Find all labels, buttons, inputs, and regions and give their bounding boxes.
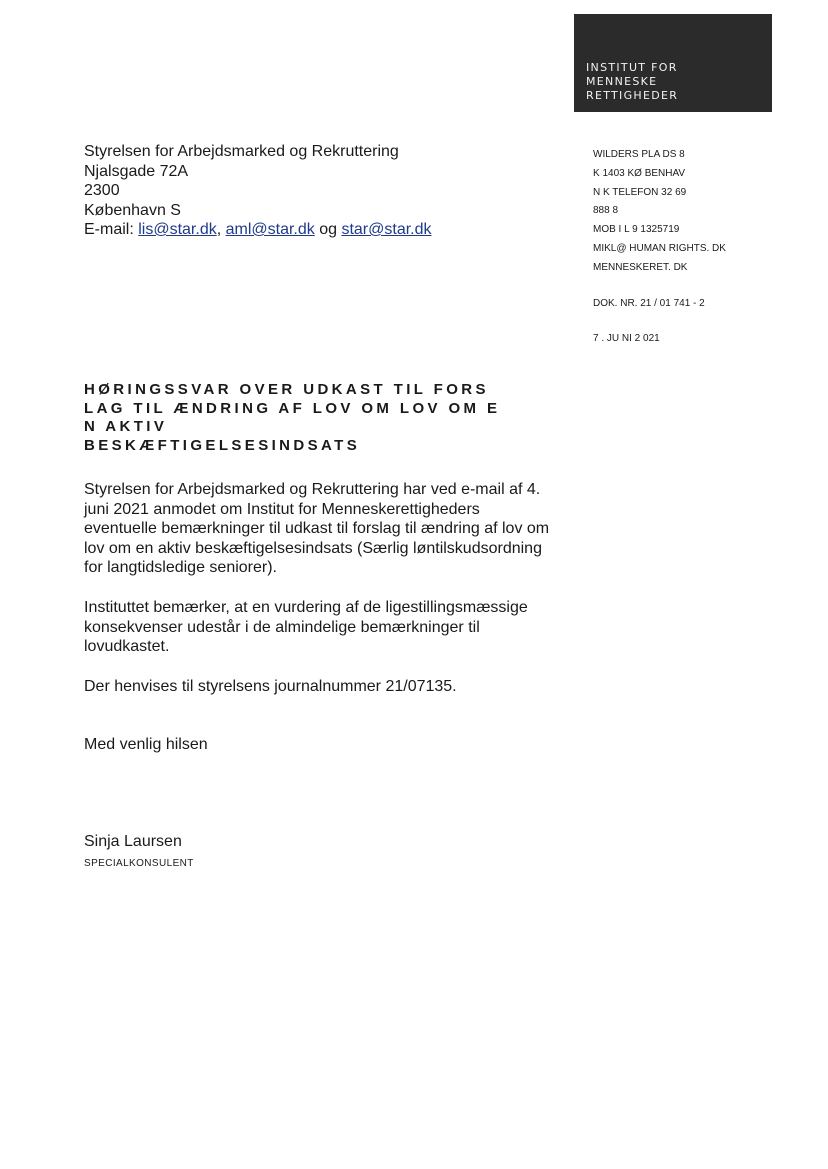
body-line: Instituttet bemærker, at en vurdering af de ligestillingsmæssige bbox=[84, 599, 528, 616]
logo-line: RETTIGHEDER bbox=[586, 89, 679, 102]
sender-address-line: K 1403 KØ BENHAV bbox=[593, 167, 686, 179]
recipient-postcode: 2300 bbox=[84, 182, 120, 199]
sender-address-line: WILDERS PLA DS 8 bbox=[593, 149, 685, 160]
signature-title: SPECIALKONSULENT bbox=[84, 858, 194, 869]
document-date: 7 . JU NI 2 021 bbox=[593, 333, 660, 345]
body-line: Der henvises til styrelsens journalnummer 21/07135. bbox=[84, 678, 457, 695]
closing-greeting bbox=[84, 735, 584, 755]
heading-line: HØRINGSSVAR OVER UDKAST TIL FORS bbox=[84, 381, 489, 398]
heading-line: LAG TIL ÆNDRING AF LOV OM LOV OM E bbox=[84, 399, 501, 417]
institute-logo bbox=[574, 14, 772, 112]
body-line: lov om en aktiv beskæftigelsesindsats (Særlig løntilskudsordning bbox=[84, 539, 542, 557]
body-paragraph-2 bbox=[84, 598, 584, 657]
sender-address-line: MENNESKERET. DK bbox=[593, 261, 688, 273]
signature-name: Sinja Laursen bbox=[84, 833, 182, 850]
heading-line: N AKTIV bbox=[84, 418, 168, 435]
body-line: lovudkastet. bbox=[84, 638, 170, 655]
logo-text bbox=[586, 61, 678, 103]
recipient-address bbox=[84, 142, 432, 240]
email-link-star[interactable]: star@star.dk bbox=[341, 221, 432, 238]
email-link-lis[interactable]: lis@star.dk bbox=[138, 221, 217, 238]
sender-address-line: MOB I L 9 1325719 bbox=[593, 224, 680, 236]
sender-address-line: MIKL@ HUMAN RIGHTS. DK bbox=[593, 242, 726, 254]
body-paragraph-3 bbox=[84, 677, 584, 697]
email-separator: og bbox=[314, 221, 342, 238]
body-line: Med venlig hilsen bbox=[84, 736, 208, 753]
letter-heading bbox=[84, 381, 500, 455]
email-separator: , bbox=[216, 221, 226, 238]
recipient-name: Styrelsen for Arbejdsmarked og Rekruttering bbox=[84, 143, 399, 160]
heading-line: BESKÆFTIGELSESINDSATS bbox=[84, 436, 361, 454]
body-line: juni 2021 anmodet om Institut for Menneskerettigheders bbox=[84, 500, 480, 518]
sender-address-line: 888 8 bbox=[593, 205, 619, 217]
body-line: eventuelle bemærkninger til udkast til forslag til ændring af lov om bbox=[84, 520, 550, 537]
recipient-city: København S bbox=[84, 201, 181, 219]
logo-line: MENNESKE bbox=[586, 75, 658, 88]
body-line: Styrelsen for Arbejdsmarked og Rekruttering har ved e-mail af 4. bbox=[84, 481, 541, 498]
sender-address-line: N K TELEFON 32 69 bbox=[593, 186, 687, 198]
recipient-street: Njalsgade 72A bbox=[84, 162, 189, 180]
body-line: for langtidsledige seniorer). bbox=[84, 559, 277, 576]
body-line: konsekvenser udestår i de almindelige bemærkninger til bbox=[84, 618, 480, 636]
body-paragraph-1 bbox=[84, 480, 584, 578]
recipient-email-line bbox=[84, 220, 432, 240]
sender-info bbox=[593, 146, 726, 349]
document-number: DOK. NR. 21 / 01 741 - 2 bbox=[593, 297, 705, 309]
email-prefix: E-mail: bbox=[84, 221, 139, 238]
logo-line: INSTITUT FOR bbox=[586, 61, 678, 74]
email-link-aml[interactable]: aml@star.dk bbox=[225, 221, 315, 238]
